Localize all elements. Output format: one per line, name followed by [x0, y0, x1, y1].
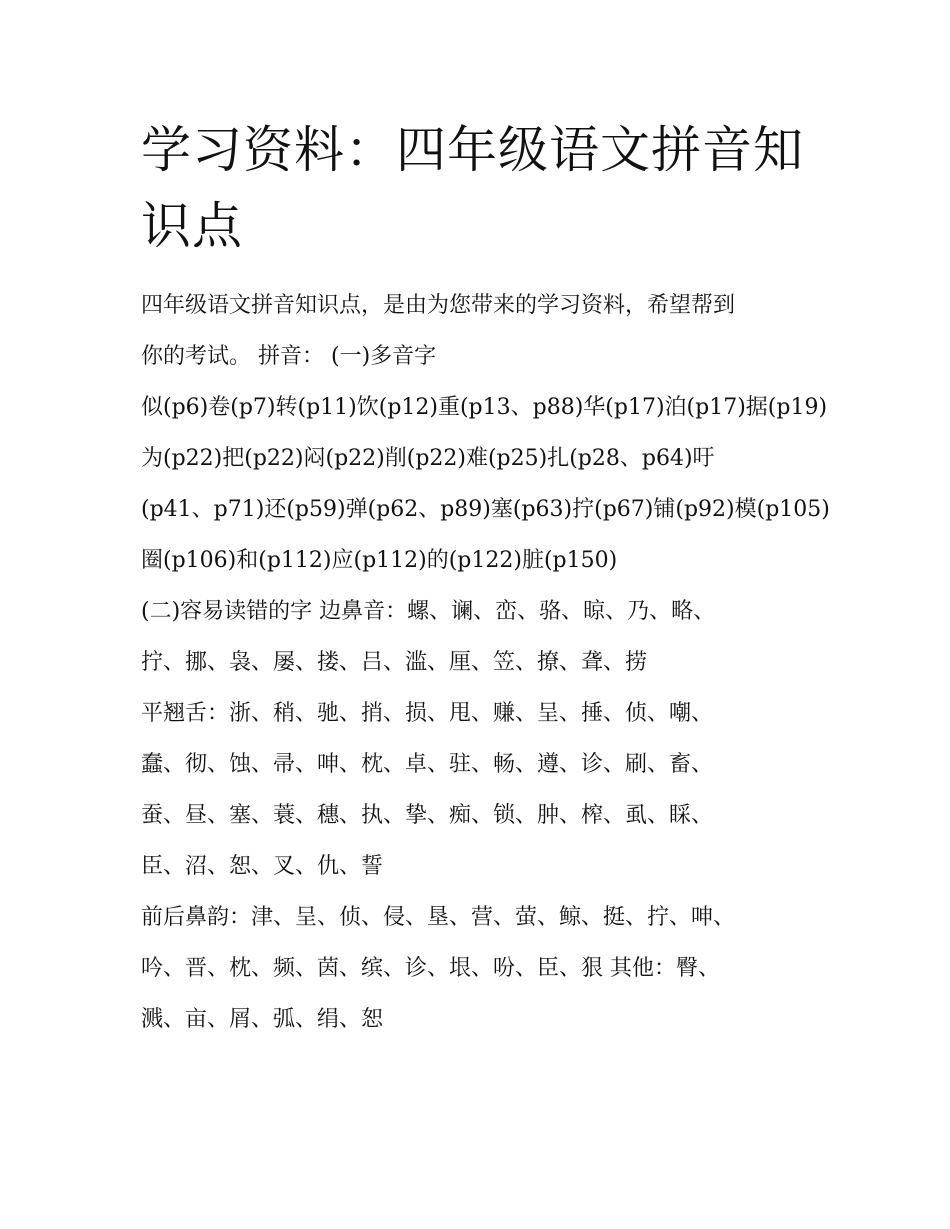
body-line: 拧、挪、袅、屡、搂、吕、滥、厘、笠、撩、聋、捞: [141, 650, 648, 675]
body-line: 蠢、彻、蚀、帚、呻、枕、卓、驻、畅、遵、诊、刷、畜、: [141, 752, 714, 777]
body-line: (二)容易读错的字 边鼻音：螺、谰、峦、骆、晾、乃、略、: [141, 599, 716, 624]
body-line: 吟、晋、枕、频、茵、缤、诊、垠、吩、臣、狠 其他：臀、: [141, 956, 720, 981]
body-line: 你的考试。 拼音： (一)多音字: [141, 344, 437, 369]
body-line: 溅、亩、屑、弧、绢、恕: [141, 1007, 384, 1032]
body-line: 蚕、昼、塞、蓑、穗、执、挚、痴、锁、肿、榨、虱、睬、: [141, 803, 714, 828]
body-line: (p41、p71)还(p59)弹(p62、p89)塞(p63)拧(p67)铺(p92)模(p105): [141, 497, 830, 522]
body-line: 似(p6)卷(p7)转(p11)饮(p12)重(p13、p88)华(p17)泊(p17)据(p19): [141, 395, 828, 420]
body-line: 前后鼻韵：津、呈、侦、侵、垦、营、萤、鲸、挺、拧、呻、: [141, 905, 736, 930]
document-title: [141, 112, 821, 264]
title-line-1: 学习资料：四年级语文拼音知: [141, 121, 804, 179]
title-line-2: 识点: [141, 197, 243, 255]
body-line: 圈(p106)和(p112)应(p112)的(p122)脏(p150): [141, 548, 618, 573]
body-line: 为(p22)把(p22)闷(p22)削(p22)难(p25)扎(p28、p64)吁: [141, 446, 715, 471]
body-line: 臣、沼、恕、叉、仇、誓: [141, 854, 384, 879]
body-line: 四年级语文拼音知识点，是由为您带来的学习资料，希望帮到: [141, 293, 736, 318]
body-line: 平翘舌：浙、稍、驰、捎、损、甩、赚、呈、捶、侦、嘲、: [141, 701, 714, 726]
document-body: [141, 280, 830, 1045]
